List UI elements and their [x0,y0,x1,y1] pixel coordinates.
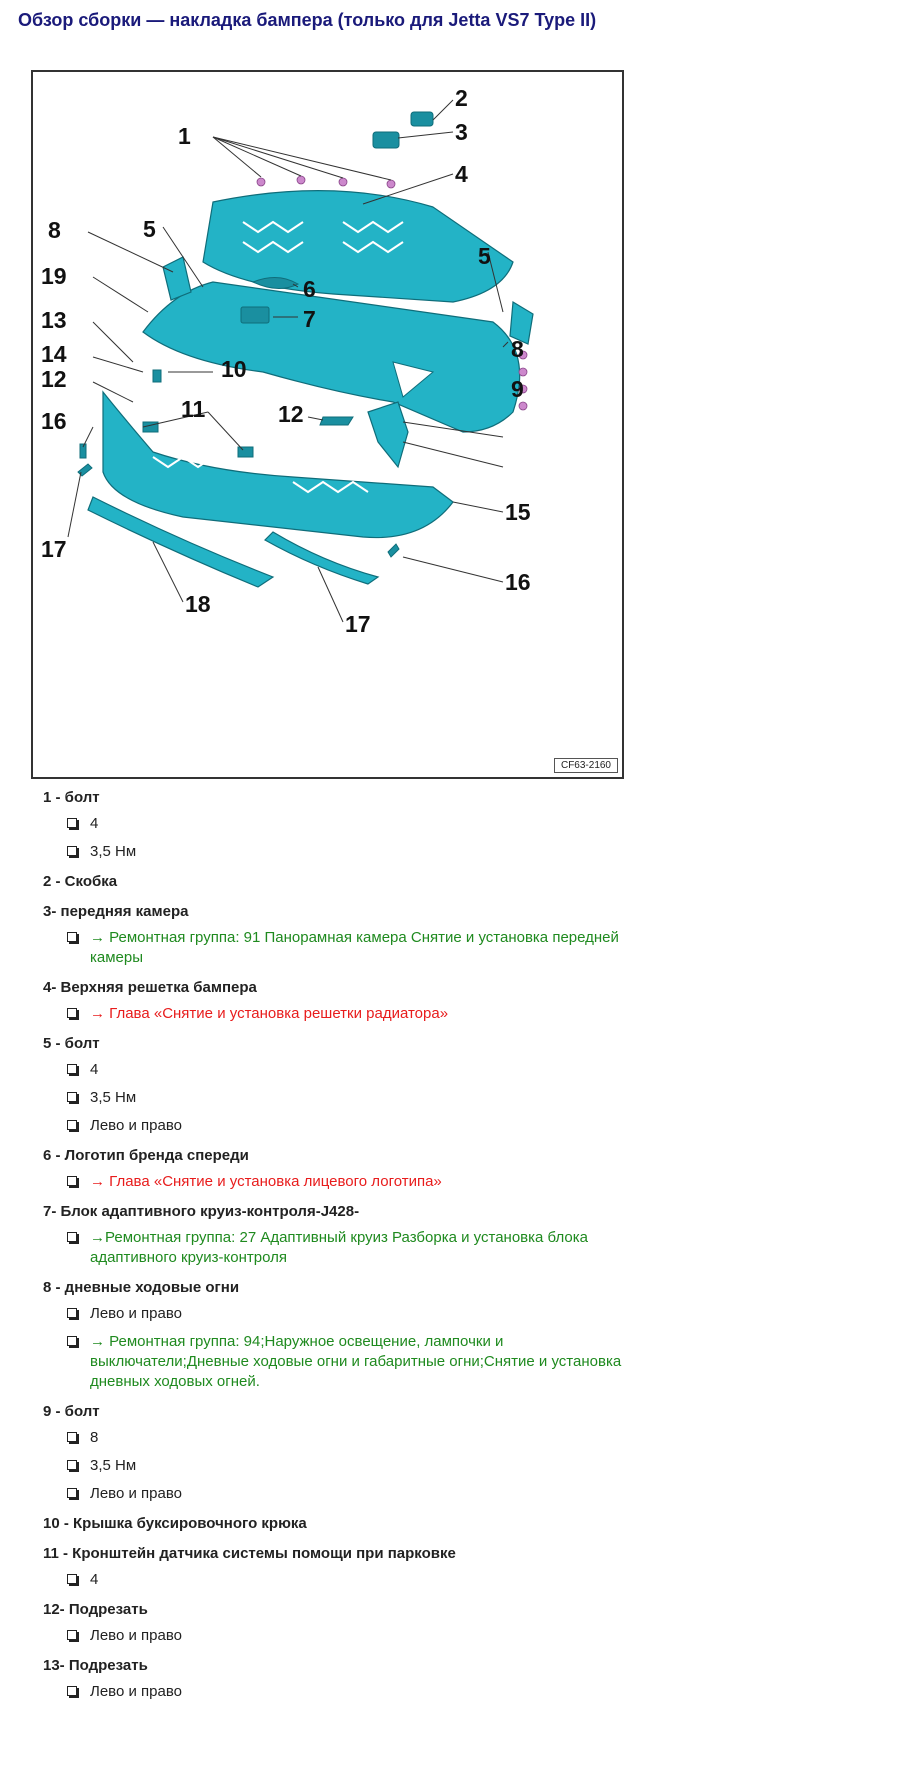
bullet-text: 4 [90,1571,99,1588]
item-title: 1 - болт [43,789,100,806]
bullet-item [30,1428,630,1448]
bullet-item [30,1116,630,1136]
item-title: 9 - болт [43,1403,100,1420]
reference-link[interactable] [30,1004,630,1024]
bullet-list [30,928,630,968]
reference-link[interactable] [30,928,630,968]
bullet-item [30,1682,630,1702]
bullet-text: 3,5 Нм [90,1457,137,1474]
item-title: 12- Подрезать [43,1601,148,1618]
checkbox-bullet-icon [67,1630,77,1640]
checkbox-bullet-icon [67,1176,77,1186]
callout-13: 13 [41,307,67,333]
callout-7: 7 [303,306,316,332]
bullet-item [30,842,630,862]
callout-15: 15 [505,499,531,525]
list-item [30,788,630,862]
list-item [30,1514,630,1534]
callout-11: 11 [181,396,206,422]
callout-5: 5 [143,216,156,242]
trim-16-right [388,544,399,557]
checkbox-bullet-icon [67,1336,77,1346]
checkbox-bullet-icon [67,1574,77,1584]
list-item [30,1146,630,1192]
list-item [30,1600,630,1646]
checkbox-bullet-icon [67,1686,77,1696]
list-item [30,902,630,968]
list-item [30,1656,630,1702]
bullet-item [30,1304,630,1324]
bullet-text: → Ремонтная группа: 94;Наружное освещение, лампочки и выключатели;Дневные ходовые огни и габаритные огни;Снятие и установка дневных ходовых огней. [90,1333,622,1390]
bullet-text: 3,5 Нм [90,843,137,860]
bullet-item [30,814,630,834]
item-title: 6 - Логотип бренда спереди [43,1147,249,1164]
callout-4: 4 [455,161,468,187]
trim-12-part [320,417,353,425]
reference-link[interactable] [30,1332,630,1392]
page-title: Обзор сборки — накладка бампера (только для Jetta VS7 Type II) [18,10,597,30]
bracket-part [411,112,433,126]
bullet-item [30,1060,630,1080]
bullet-list [30,1228,630,1268]
checkbox-bullet-icon [67,1308,77,1318]
callout-10: 10 [221,356,247,382]
callout-8-right: 8 [511,336,524,362]
tow-hook-cover-part [153,370,161,382]
reference-link[interactable] [30,1172,630,1192]
parts-list [30,788,630,1712]
bullet-text: → Глава «Снятие и установка решетки радиатора» [90,1005,449,1022]
bullet-text: → Ремонтная группа: 91 Панорамная камера Снятие и установка передней камеры [90,929,619,966]
bullet-text: 3,5 Нм [90,1089,137,1106]
checkbox-bullet-icon [67,1460,77,1470]
callout-16: 16 [41,408,67,434]
item-title: 8 - дневные ходовые огни [43,1279,240,1296]
item-title: 11 - Кронштейн датчика системы помощи при парковке [43,1545,456,1562]
callout-9: 9 [511,376,524,402]
checkbox-bullet-icon [67,1488,77,1498]
callout-17: 17 [41,536,67,562]
bullet-text: → Глава «Снятие и установка лицевого логотипа» [90,1173,442,1190]
callout-16-right: 16 [505,569,531,595]
callout-12-right: 12 [278,401,304,427]
list-item [30,1278,630,1392]
checkbox-bullet-icon [67,1432,77,1442]
bullet-text: 4 [90,1061,99,1078]
exploded-view-figure [31,70,624,779]
bullet-list [30,1004,630,1024]
bullet-list [30,1060,630,1136]
bolts-1 [257,176,395,188]
bullet-text: Лево и право [90,1305,182,1322]
checkbox-bullet-icon [67,1120,77,1130]
lower-strip-right-part [265,532,378,584]
acc-unit-part [241,307,269,323]
bullet-text: Лево и право [90,1117,182,1134]
callout-19: 19 [41,263,67,289]
callout-5-right: 5 [478,243,491,269]
trim-right-part [368,402,408,467]
bumper-exploded-diagram [33,72,622,777]
list-item [30,978,630,1024]
bullet-text: Лево и право [90,1485,182,1502]
item-title: 5 - болт [43,1035,100,1052]
item-title: 2 - Скобка [43,873,118,890]
list-item [30,1034,630,1136]
sensor-bracket-part-2 [238,447,253,457]
checkbox-bullet-icon [67,846,77,856]
bullet-item [30,1484,630,1504]
list-item [30,1202,630,1268]
checkbox-bullet-icon [67,1092,77,1102]
callout-14: 14 [41,341,67,367]
bullet-list [30,1428,630,1504]
bullet-item [30,1570,630,1590]
list-item [30,1402,630,1504]
item-title: 3- передняя камера [43,903,189,920]
bullet-list [30,1172,630,1192]
list-item [30,872,630,892]
bullet-text: →Ремонтная группа: 27 Адаптивный круиз Разборка и установка блока адаптивного круиз-контроля [90,1229,588,1266]
item-title: 13- Подрезать [43,1657,148,1674]
figure-code: CF63-2160 [554,758,618,773]
front-camera-part [373,132,399,148]
bullet-list [30,1304,630,1392]
reference-link[interactable] [30,1228,630,1268]
callout-18: 18 [185,591,211,617]
item-title: 7- Блок адаптивного круиз-контроля-J428- [43,1203,360,1220]
bullet-list [30,1626,630,1646]
bullet-item [30,1088,630,1108]
checkbox-bullet-icon [67,818,77,828]
item-title: 10 - Крышка буксировочного крюка [43,1515,307,1532]
bullet-text: Лево и право [90,1627,182,1644]
checkbox-bullet-icon [67,932,77,942]
bullet-list [30,814,630,862]
checkbox-bullet-icon [67,1008,77,1018]
checkbox-bullet-icon [67,1232,77,1242]
checkbox-bullet-icon [67,1064,77,1074]
bullet-text: 4 [90,815,99,832]
callout-17-right: 17 [345,611,371,637]
bullet-list [30,1570,630,1590]
callout-6: 6 [303,276,316,302]
callout-2: 2 [455,85,468,111]
list-item [30,1544,630,1590]
bullet-text: Лево и право [90,1683,182,1700]
bullet-list [30,1682,630,1702]
sensor-bracket-part [143,422,158,432]
callout-3: 3 [455,119,468,145]
callout-12: 12 [41,366,67,392]
item-title: 4- Верхняя решетка бампера [43,979,257,996]
bullet-item [30,1456,630,1476]
bullet-text: 8 [90,1429,99,1446]
callout-1: 1 [178,123,191,149]
callout-8: 8 [48,217,61,243]
bullet-item [30,1626,630,1646]
